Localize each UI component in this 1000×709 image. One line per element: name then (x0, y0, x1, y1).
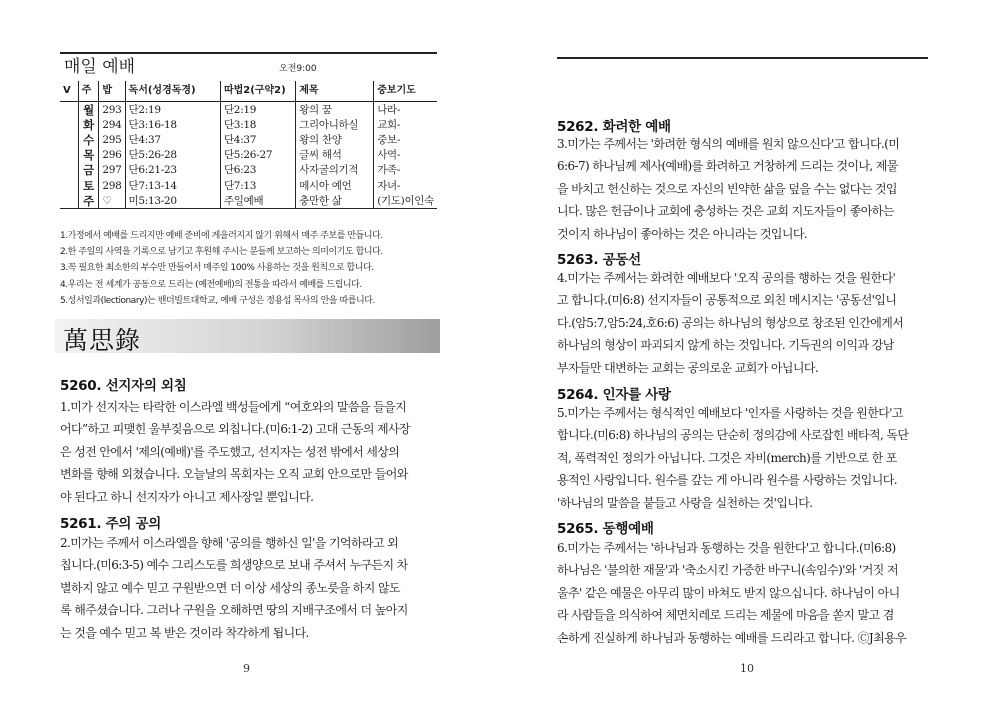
check-cell (60, 148, 78, 163)
body-line: 는 것을 예수 믿고 복 받은 것이라 착각하게 됩니다. (60, 625, 309, 640)
section-banner (55, 319, 440, 353)
note-line: 2.한 주일의 사역을 기록으로 남기고 후원해 주시는 분들께 보고하는 의미이기도 합니다. (60, 247, 383, 258)
section-body (557, 267, 940, 379)
day-cell: 수 (78, 132, 99, 147)
check-cell (60, 132, 78, 147)
body-line: 은 성전 안에서 '제의(예배)'를 주도했고, 선지자는 성전 밖에서 세상의 (60, 444, 400, 459)
hymn-number-cell: 293 (99, 102, 125, 118)
col-header-day: 주 (78, 81, 99, 102)
worship-notes (60, 228, 440, 309)
section-body (557, 133, 940, 245)
body-line: 변화를 향해 외쳤습니다. 오늘날의 목회자는 오직 교회 안으로만 들어와 (60, 467, 408, 482)
table-row (60, 193, 437, 209)
hymn-number-cell: 294 (99, 117, 125, 132)
section-body (557, 537, 940, 649)
section-title: 5265. 동행예배 (557, 521, 654, 537)
day-cell: 화 (78, 117, 99, 132)
reading2-cell: 주일예배 (220, 193, 295, 209)
body-line: 하나님은 '불의한 재물'과 '축소시킨 가증한 바구니(속임수)'와 '거짓 저 (557, 563, 898, 578)
section-body (60, 396, 441, 508)
hymn-number-cell: ♡ (99, 193, 125, 209)
body-line: 합니다.(미6:8) 하나님의 공의는 단순히 정의감에 사로잡힌 배타적, 독단 (557, 428, 909, 443)
section-body (60, 532, 441, 644)
subject-cell: 왕의 찬양 (296, 132, 374, 147)
body-line: 니다. 많은 헌금이나 교회에 충성하는 것은 교회 지도자들이 좋아하는 (557, 204, 894, 219)
page-number: 9 (243, 662, 250, 675)
reading-cell: 단3:16-18 (125, 117, 220, 132)
table-row (60, 148, 437, 163)
right-page (500, 0, 1000, 709)
reading-cell: 단7:13-14 (125, 178, 220, 193)
col-header-reading2: 따법2(구약2) (220, 81, 295, 102)
body-line: 라 사람들을 의식하여 체면치레로 드리는 제물에 마음을 쏟지 말고 겸 (557, 608, 894, 623)
page-number: 10 (740, 662, 754, 675)
section-title: 5263. 공동선 (557, 252, 641, 268)
col-header-reading: 독서(성경독경) (125, 81, 220, 102)
col-header-subject: 제목 (296, 81, 374, 102)
daily-schedule-table (60, 81, 437, 209)
section-title: 5264. 인자를 사랑 (557, 387, 671, 403)
reading-cell: 미5:13-20 (125, 193, 220, 209)
prayer-cell: 자녀- (374, 178, 437, 193)
table-row (60, 117, 437, 132)
banner-title: 萬思錄 (63, 326, 142, 355)
body-line: 것이지 하나님이 좋아하는 것은 아니라는 것입니다. (557, 226, 808, 241)
col-header-v: V (60, 81, 78, 102)
worship-time: 오전9:00 (279, 64, 317, 74)
reading2-cell: 단6:23 (220, 163, 295, 178)
body-line: 적, 폭력적인 정의가 아닙니다. 그것은 자비(merch)를 기반으로 한 포 (557, 450, 897, 465)
body-line: 손하게 진실하게 하나님과 동행하는 예배를 드리라고 합니다. ⒸJ최용우 (557, 630, 907, 645)
section-title: 5262. 화려한 예배 (557, 119, 671, 135)
daily-worship-title: 매일 예배 (64, 57, 136, 77)
section-title: 5260. 선지자의 외침 (60, 378, 187, 394)
reading-cell: 단6:21-23 (125, 163, 220, 178)
table-row (60, 132, 437, 147)
body-line: 울추' 같은 예물은 아무리 많이 바쳐도 받지 않으십니다. 하나님이 아니 (557, 585, 900, 600)
body-line: 을 바치고 헌신하는 것으로 자신의 빈약한 삶을 덮을 수는 없다는 것입 (557, 181, 897, 196)
table-row (60, 163, 437, 178)
check-cell (60, 102, 78, 118)
body-line: 록 해주셨습니다. 그러나 구원을 오해하면 땅의 지배구조에서 더 높아지 (60, 603, 408, 618)
body-line: 6.미가는 주께서는 '하나님과 동행하는 것을 원한다'고 합니다.(미6:8) (557, 541, 896, 555)
subject-cell: 사자굴의기적 (296, 163, 374, 178)
body-line: 용적인 사랑입니다. 원수를 갚는 게 아니라 원수를 사랑하는 것입니다. (557, 473, 897, 488)
check-cell (60, 117, 78, 132)
subject-cell: 왕의 꿈 (296, 102, 374, 118)
reading2-cell: 단3:18 (220, 117, 295, 132)
section-title: 5261. 주의 공의 (60, 516, 161, 532)
day-cell: 금 (78, 163, 99, 178)
table-row (60, 102, 437, 118)
body-line: 부자들만 대변하는 교회는 공의로운 교회가 아닙니다. (557, 360, 819, 375)
body-line: 4.미가는 주께서는 화려한 예배보다 '오직 공의를 행하는 것을 원한다' (557, 271, 896, 285)
subject-cell: 그리아니하실 (296, 117, 374, 132)
reading2-cell: 단7:13 (220, 178, 295, 193)
body-line: 야 된다고 하니 선지자가 아니고 제사장일 뿐입니다. (60, 489, 314, 504)
hymn-number-cell: 296 (99, 148, 125, 163)
body-line: 6:6-7) 하나님께 제사(예배)를 화려하고 거창하게 드리는 것이나, 제물 (557, 159, 898, 174)
hymn-number-cell: 298 (99, 178, 125, 193)
subject-cell: 글씨 해석 (296, 148, 374, 163)
note-line: 1.가정에서 예배를 드리지만 예배 준비에 게을러지지 않기 위해서 매주 주보를 만듭니다. (60, 231, 383, 241)
day-cell: 주 (78, 193, 99, 209)
prayer-cell: 사역- (374, 148, 437, 163)
day-cell: 목 (78, 148, 99, 163)
subject-cell: 충만한 삶 (296, 193, 374, 209)
note-line: 4.우리는 전 세계가 공동으로 드리는 (예전예배)의 전통을 따라서 예배를 드립니다. (60, 279, 362, 290)
body-line: 3.미가는 주께서는 '화려한 형식의 예배를 원치 않으신다'고 합니다.(미 (557, 137, 900, 151)
body-line: 하나님의 형상이 파괴되지 않게 하는 것입니다. 기득권의 이익과 강남 (557, 338, 894, 353)
day-cell: 토 (78, 178, 99, 193)
note-line: 3.꼭 필요한 최소한의 부수만 만들어서 매주일 100% 사용하는 것을 원칙으로 합니다. (60, 263, 374, 274)
body-line: '하나님의 말씀을 붙들고 사랑을 실천하는 것'입니다. (557, 495, 813, 510)
prayer-cell: 나라- (374, 102, 437, 118)
check-cell (60, 178, 78, 193)
col-header-prayer: 중보기도 (374, 81, 437, 102)
hymn-number-cell: 295 (99, 132, 125, 147)
check-cell (60, 193, 78, 209)
subject-cell: 메시아 예언 (296, 178, 374, 193)
col-header-num: 밥 (99, 81, 125, 102)
prayer-cell: 교회- (374, 117, 437, 132)
body-line: 다.(암5:7,암5:24,호6:6) 공의는 하나님의 형상으로 창조된 인간에게서 (557, 315, 904, 330)
table-header-row (60, 81, 437, 102)
top-rule (557, 57, 928, 59)
body-line: 어다”하고 피맺힌 울부짖음으로 외칩니다.(미6:1-2) 고대 근동의 제사장 (60, 422, 410, 437)
section-body (557, 402, 940, 514)
note-line: 5.성서일과(lectionary)는 밴더빌트대학교, 예배 구성은 정용섭 목사의 안을 따릅니다. (60, 295, 375, 306)
day-cell: 월 (78, 102, 99, 118)
prayer-cell: (기도)이인숙 (374, 193, 437, 209)
body-line: 칩니다.(미6:3-5) 예수 그리스도를 희생양으로 보내 주셔서 누구든지 차 (60, 558, 408, 573)
reading-cell: 단5:26-28 (125, 148, 220, 163)
reading2-cell: 단2:19 (220, 102, 295, 118)
body-line: 별하지 않고 예수 믿고 구원받으면 더 이상 세상의 종노릇을 하지 않도 (60, 580, 400, 595)
reading2-cell: 단5:26-27 (220, 148, 295, 163)
reading2-cell: 단4:37 (220, 132, 295, 147)
body-line: 1.미가 선지자는 타락한 이스라엘 백성들에게 “여호와의 말씀을 들을지 (60, 400, 407, 414)
reading-cell: 단4:37 (125, 132, 220, 147)
check-cell (60, 163, 78, 178)
reading-cell: 단2:19 (125, 102, 220, 118)
prayer-cell: 가족- (374, 163, 437, 178)
hymn-number-cell: 297 (99, 163, 125, 178)
table-row (60, 178, 437, 193)
body-line: 2.미가는 주께서 이스라엘을 향해 '공의를 행하신 일'을 기억하라고 외 (60, 536, 399, 550)
body-line: 5.미가는 주께서는 형식적인 예배보다 '인자를 사랑하는 것을 원한다'고 (557, 406, 903, 420)
body-line: 고 합니다.(미6:8) 선지자들이 공통적으로 외친 메시지는 '공동선'입니 (557, 293, 897, 308)
prayer-cell: 중보- (374, 132, 437, 147)
